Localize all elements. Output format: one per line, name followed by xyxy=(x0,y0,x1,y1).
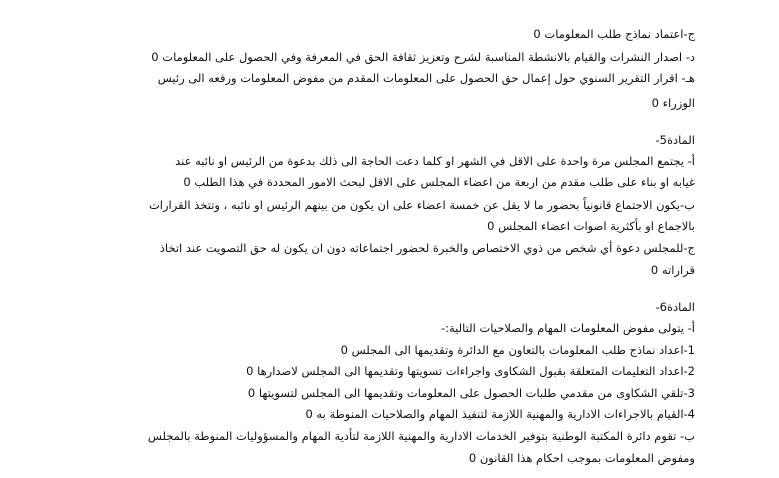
article-5-clause-a: أ- يجتمع المجلس مرة واحدة على الاقل في الشهر او كلما دعت الحاجة الى ذلك بدعوة من الرئيس او نائبه عند xyxy=(175,154,695,168)
article-6-heading: المادة6- xyxy=(655,300,695,314)
article-6-item-4: 4-القيام بالاجراءات الادارية والمهنية اللازمة لتنفيذ المهام والصلاحيات المنوطة به 0 xyxy=(305,407,695,421)
clause-e-annual-report: هـ- اقرار التقرير السنوي حول إعمال حق الحصول على المعلومات المقدم من مفوض المعلومات ورفعه الى رئيس xyxy=(157,71,695,85)
article-6-item-1: 1-اعداد نماذج طلب المعلومات بالتعاون مع الدائرة وتقديمها الى المجلس 0 xyxy=(340,343,695,357)
article-6-item-3: 3-تلقي الشكاوى من مقدمي طلبات الحصول على المعلومات وتقديمها الى المجلس لتسويتها 0 xyxy=(247,386,695,400)
clause-e-continuation: الوزراء 0 xyxy=(651,96,695,110)
clause-d-publications: د- اصدار النشرات والقيام بالانشطة المناسبة لشرح وتعزيز ثقافة الحق في المعرفة وفي الحصول على المعلومات 0 xyxy=(151,50,695,64)
article-5-clause-c: ج-للمجلس دعوة أي شخص من ذوي الاختصاص والخبرة لحضور اجتماعاته دون ان يكون له حق التصويت عند اتخاذ xyxy=(159,241,695,255)
article-6-clause-a: أ- يتولى مفوض المعلومات المهام والصلاحيات التالية:- xyxy=(440,321,695,335)
article-5-clause-a-cont: غيابه او بناء على طلب مقدم من اربعة من اعضاء المجلس على الاقل لبحث الامور المحددة في هذا الطلب 0 xyxy=(183,175,695,189)
article-5-heading: المادة5- xyxy=(655,133,695,147)
article-6-clause-b: ب- تقوم دائرة المكتبة الوطنية بتوفير الخدمات الادارية والمهنية اللازمة لتأدية المهام والمسؤوليات المنوطة بالمجلس xyxy=(147,429,695,443)
article-5-clause-b: ب-يكون الاجتماع قانونياً بحضور ما لا يقل عن خمسة اعضاء على ان يكون من بينهم الرئيس او نائبه ، وتتخذ القرارات xyxy=(148,198,695,212)
article-6-clause-b-cont: ومفوض المعلومات بموجب احكام هذا القانون 0 xyxy=(468,451,695,465)
clause-c-approve-forms: ج-اعتماد نماذج طلب المعلومات 0 xyxy=(533,27,695,41)
article-6-item-2: 2-اعداد التعليمات المتعلقة بقبول الشكاوى واجراءات تسويتها وتقديمها الى المجلس لاصدارها 0 xyxy=(246,364,695,378)
article-5-clause-c-cont: قراراته 0 xyxy=(650,263,695,277)
article-5-clause-b-cont: بالاجماع او بأكثرية اصوات اعضاء المجلس 0 xyxy=(487,219,695,233)
